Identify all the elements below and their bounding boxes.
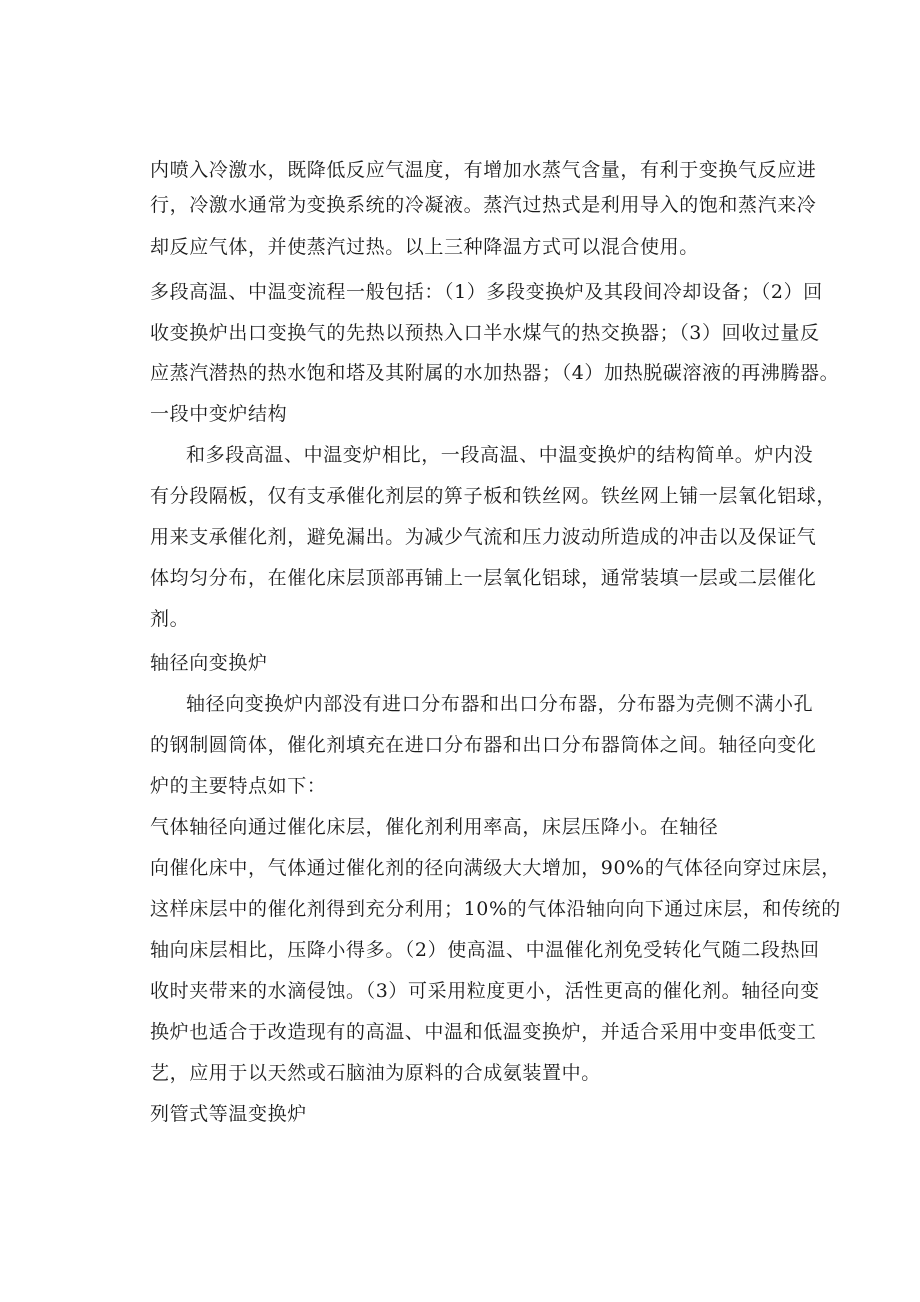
paragraph-line: 收变换炉出口变换气的先热以预热入口半水煤气的热交换器；（3）回收过量反 bbox=[150, 322, 820, 344]
paragraph-line: 轴径向变换炉内部没有进口分布器和出口分布器，分布器为壳侧不满小孔 bbox=[186, 693, 814, 715]
paragraph-line: 体均匀分布，在催化床层顶部再铺上一层氧化铝球，通常装填一层或二层催化 bbox=[150, 567, 817, 589]
paragraph-line: 艺，应用于以天然或石脑油为原料的合成氨装置中。 bbox=[150, 1062, 601, 1084]
paragraph-line: 气体轴径向通过催化床层，催化剂利用率高，床层压降小。在轴径 bbox=[150, 816, 719, 838]
section-heading: 一段中变炉结构 bbox=[150, 403, 288, 425]
paragraph-line: 有分段隔板，仅有支承催化剂层的箅子板和铁丝网。铁丝网上铺一层氧化铝球， bbox=[150, 485, 837, 507]
paragraph-line: 炉的主要特点如下： bbox=[150, 775, 327, 797]
paragraph-line: 的钢制圆筒体，催化剂填充在进口分布器和出口分布器筒体之间。轴径向变化 bbox=[150, 734, 817, 756]
paragraph-line: 向催化床中，气体通过催化剂的径向满级大大增加，90%的气体径向穿过床层， bbox=[150, 857, 841, 879]
paragraph-line: 剂。 bbox=[150, 608, 190, 630]
paragraph-line: 这样床层中的催化剂得到充分利用；10%的气体沿轴向向下通过床层，和传统的 bbox=[150, 898, 841, 920]
paragraph-line: 和多段高温、中温变炉相比，一段高温、中温变换炉的结构简单。炉内没 bbox=[186, 444, 814, 466]
paragraph-line: 应蒸汽潜热的热水饱和塔及其附属的水加热器；（4）加热脱碳溶液的再沸腾器。 bbox=[150, 362, 840, 384]
paragraph-line: 收时夹带来的水滴侵蚀。（3）可采用粒度更小，活性更高的催化剂。轴径向变 bbox=[150, 980, 820, 1002]
paragraph-line: 行，冷激水通常为变换系统的冷凝液。蒸汽过热式是利用导入的饱和蒸汽来冷 bbox=[150, 194, 817, 216]
section-heading: 列管式等温变换炉 bbox=[150, 1103, 307, 1125]
paragraph-line: 换炉也适合于改造现有的高温、中温和低温变换炉，并适合采用中变串低变工 bbox=[150, 1021, 817, 1043]
paragraph-line: 内喷入冷激水，既降低反应气温度，有增加水蒸气含量，有利于变换气反应进 bbox=[150, 159, 817, 181]
section-heading: 轴径向变换炉 bbox=[150, 652, 268, 674]
paragraph-line: 多段高温、中温变流程一般包括：（1）多段变换炉及其段间冷却设备；（2）回 bbox=[150, 281, 823, 303]
paragraph-line: 轴向床层相比，压降小得多。（2）使高温、中温催化剂免受转化气随二段热回 bbox=[150, 939, 820, 961]
paragraph-line: 用来支承催化剂，避免漏出。为减少气流和压力波动所造成的冲击以及保证气 bbox=[150, 526, 817, 548]
paragraph-line: 却反应气体，并使蒸汽过热。以上三种降温方式可以混合使用。 bbox=[150, 236, 699, 258]
